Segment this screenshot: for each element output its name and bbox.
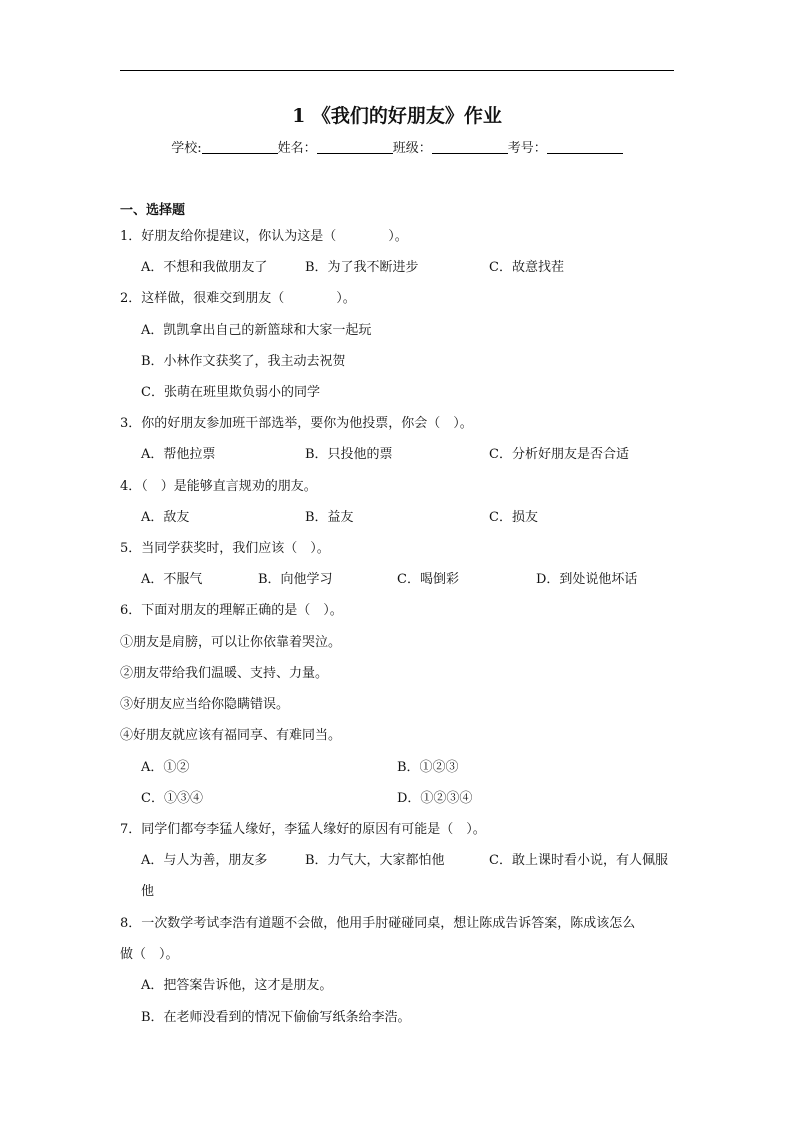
question-1-option-b: B．为了我不断进步 [305, 260, 419, 275]
name-label: 姓名： [277, 141, 317, 156]
question-7-option-c: C．敢上课时看小说，有人佩服 [489, 853, 668, 868]
exam-no-label: 考号： [507, 141, 547, 156]
question-8-stem-wrap: 做（ ）。 [120, 947, 179, 962]
question-4-option-c: C．损友 [489, 510, 538, 525]
question-2-option-b: B．小林作文获奖了，我主动去祝贺 [141, 354, 346, 369]
exam-no-blank [547, 139, 623, 154]
question-7-option-a: A．与人为善，朋友多 [141, 853, 268, 868]
class-blank [432, 139, 508, 154]
question-3-option-a: A．帮他拉票 [141, 447, 216, 462]
question-5-option-b: B．向他学习 [258, 572, 333, 587]
question-7-option-b: B．力气大，大家都怕他 [305, 853, 445, 868]
question-2-stem: 2．这样做，很难交到朋友（ ）。 [120, 291, 356, 306]
question-3-stem: 3．你的好朋友参加班干部选举，要你为他投票，你会（ ）。 [120, 416, 473, 431]
question-7-stem: 7．同学们都夸李猛人缘好，李猛人缘好的原因有可能是（ ）。 [120, 822, 486, 837]
question-6-statement-1: ①朋友是肩膀，可以让你依靠着哭泣。 [120, 635, 342, 650]
name-blank [317, 139, 393, 154]
question-4-option-a: A．敌友 [141, 510, 190, 525]
question-2-option-c: C．张萌在班里欺负弱小的同学 [141, 385, 320, 400]
question-8-stem: 8．一次数学考试李浩有道题不会做，他用手肘碰碰同桌，想让陈成告诉答案，陈成该怎么 [120, 916, 636, 931]
question-1-option-a: A．不想和我做朋友了 [141, 260, 268, 275]
question-5-stem: 5．当同学获奖时，我们应该（ ）。 [120, 541, 330, 556]
question-7-option-c-wrap: 他 [141, 884, 155, 899]
question-6-option-c: C．①③④ [141, 791, 203, 806]
question-5-option-d: D．到处说他坏话 [536, 572, 638, 587]
question-1-option-c: C．故意找茬 [489, 260, 564, 275]
question-6-statement-4: ④好朋友就应该有福同享、有难同当。 [120, 728, 342, 743]
school-blank [202, 139, 278, 154]
question-1-stem: 1．好朋友给你提建议，你认为这是（ ）。 [120, 229, 408, 244]
question-2-option-a: A．凯凯拿出自己的新篮球和大家一起玩 [141, 323, 372, 338]
page-title: 1 《我们的好朋友》作业 [292, 105, 502, 127]
top-rule [120, 70, 674, 71]
question-4-option-b: B．益友 [305, 510, 354, 525]
student-info-line [0, 139, 794, 159]
question-6-stem: 6．下面对朋友的理解正确的是（ ）。 [120, 603, 343, 618]
question-6-option-a: A．①② [141, 760, 190, 775]
question-4-stem: 4．（ ）是能够直言规劝的朋友。 [120, 479, 317, 494]
question-8-option-a: A．把答案告诉他，这才是朋友。 [141, 978, 333, 993]
school-label: 学校: [171, 141, 202, 156]
question-5-option-a: A．不服气 [141, 572, 203, 587]
section-heading: 一、选择题 [120, 203, 186, 218]
question-8-option-b: B．在老师没看到的情况下偷偷写纸条给李浩。 [141, 1010, 411, 1025]
question-6-statement-2: ②朋友带给我们温暖、支持、力量。 [120, 666, 329, 681]
question-3-option-c: C．分析好朋友是否合适 [489, 447, 629, 462]
class-label: 班级： [392, 141, 432, 156]
question-5-option-c: C．喝倒彩 [397, 572, 459, 587]
question-6-option-b: B．①②③ [397, 760, 459, 775]
question-6-option-d: D．①②③④ [397, 791, 473, 806]
question-3-option-b: B．只投他的票 [305, 447, 393, 462]
question-6-statement-3: ③好朋友应当给你隐瞒错误。 [120, 697, 290, 712]
